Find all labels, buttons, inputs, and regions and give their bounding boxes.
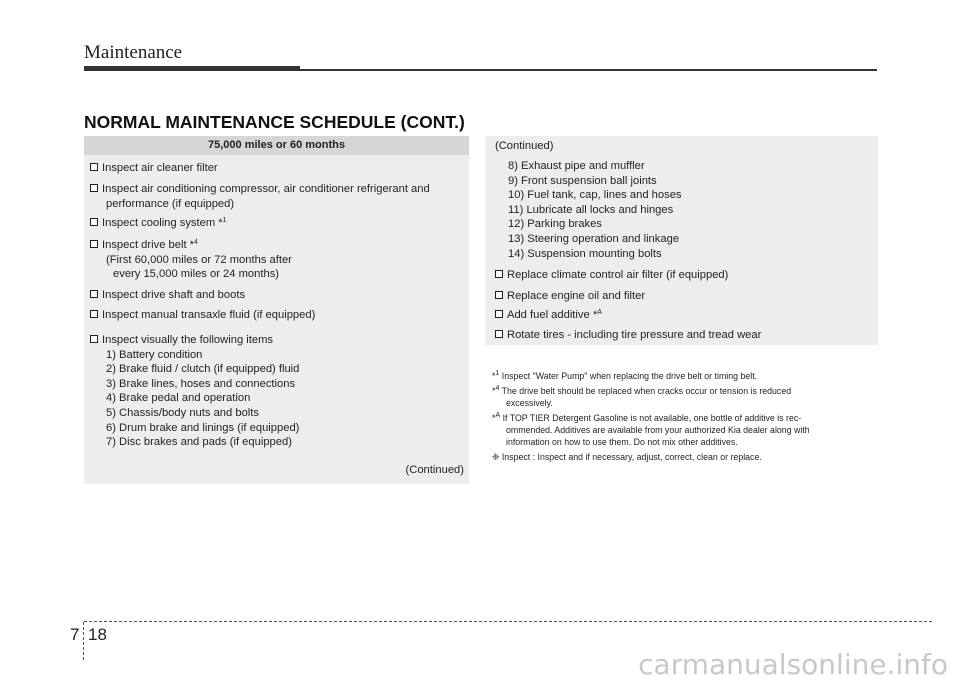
visual-subitem: 4) Brake pedal and operation	[106, 392, 251, 405]
watermark: carmanualsonline.info	[638, 648, 948, 681]
list-item: Rotate tires - including tire pressure and tread wear	[495, 328, 761, 343]
footnote-1: *$^1$ Inspect "Water Pump" when replacing the drive belt or timing belt.	[492, 370, 758, 381]
list-item: Replace engine oil and filter	[495, 289, 645, 304]
checkbox-icon	[495, 291, 503, 299]
visual-subitem: 3) Brake lines, hoses and connections	[106, 377, 296, 390]
legend-symbol-icon: ❈	[492, 452, 500, 462]
schedule-left-panel	[84, 136, 469, 484]
checkbox-icon	[495, 330, 503, 338]
visual-subitem: 2) Brake fluid / clutch (if equipped) fluid	[106, 363, 300, 376]
list-item: 10) Fuel tank, cap, lines and hoses	[508, 189, 682, 202]
list-item: 13) Steering operation and linkage	[508, 232, 680, 245]
list-item: 12) Parking brakes	[508, 218, 602, 231]
list-item: Inspect manual transaxle fluid (if equipped)	[90, 308, 315, 323]
list-item: Inspect air cleaner filter	[90, 161, 218, 176]
interval-heading: 75,000 miles or 60 months	[84, 136, 469, 155]
list-item: Inspect drive shaft and boots	[90, 288, 245, 303]
schedule-right-panel	[485, 136, 878, 345]
page-number: 18	[88, 625, 107, 644]
checkbox-icon	[495, 270, 503, 278]
checkbox-icon	[90, 335, 98, 343]
footnote-a: *$^A$ If TOP TIER Detergent Gasoline is not available, one bottle of additive is rec- ommended. Additives are available from your authorized Kia dealer along with information on how to use them. Do not mix other additives.	[492, 412, 810, 447]
list-item: Inspect air conditioning compressor, air conditioner refrigerant and performance (if equipped)	[90, 182, 430, 211]
list-item: Add fuel additive *$^A$	[495, 308, 602, 323]
footer-rule	[84, 621, 932, 622]
list-item: 8) Exhaust pipe and muffler	[508, 160, 645, 172]
checkbox-icon	[90, 163, 98, 171]
page-header-title: Maintenance	[84, 42, 183, 63]
continued-label: (Continued)	[405, 464, 464, 476]
visual-subitem: 6) Drum brake and linings (if equipped)	[106, 421, 300, 434]
checkbox-icon	[495, 310, 503, 318]
chapter-number: 7	[70, 625, 80, 644]
footnote-4: *$^4$ The drive belt should be replaced when cracks occur or tension is reduced excessively.	[492, 385, 792, 408]
list-item: 9) Front suspension ball joints	[508, 174, 657, 187]
header-bar-thin	[300, 69, 877, 71]
footnotes	[492, 370, 876, 466]
list-item: Inspect cooling system *$^1$	[90, 216, 227, 231]
visual-subitem: 1) Battery condition	[106, 348, 203, 361]
list-item: Inspect drive belt *$^4$ (First 60,000 miles or 72 months after every 15,000 miles or 24 months)	[90, 238, 292, 282]
header-bar-thick	[84, 66, 300, 71]
list-item: 11) Lubricate all locks and hinges	[508, 203, 674, 216]
footer-separator	[83, 622, 84, 660]
continued-label: (Continued)	[495, 140, 554, 152]
section-title: NORMAL MAINTENANCE SCHEDULE (CONT.)	[84, 112, 465, 132]
visual-subitem: 7) Disc brakes and pads (if equipped)	[106, 436, 292, 449]
legend-note: ❈ Inspect : Inspect and if necessary, adjust, correct, clean or replace.	[492, 452, 762, 462]
list-item: Inspect visually the following items 1) Battery condition 2) Brake fluid / clutch (if equipped) fluid 3) Brake lines, hoses and connections 4) Brake pedal and operation 5) Chassis/body nuts and bolts 6) Drum brake and linings (if equipped) 7) Disc brakes and pads (if equipped)	[90, 333, 299, 450]
visual-subitem: 5) Chassis/body nuts and bolts	[106, 406, 259, 419]
checkbox-icon	[90, 218, 98, 226]
list-item: 14) Suspension mounting bolts	[508, 247, 662, 260]
list-item: Replace climate control air filter (if equipped)	[495, 268, 728, 283]
checkbox-icon	[90, 290, 98, 298]
checkbox-icon	[90, 240, 98, 248]
checkbox-icon	[90, 310, 98, 318]
checkbox-icon	[90, 184, 98, 192]
inspect-sublist	[508, 159, 682, 261]
